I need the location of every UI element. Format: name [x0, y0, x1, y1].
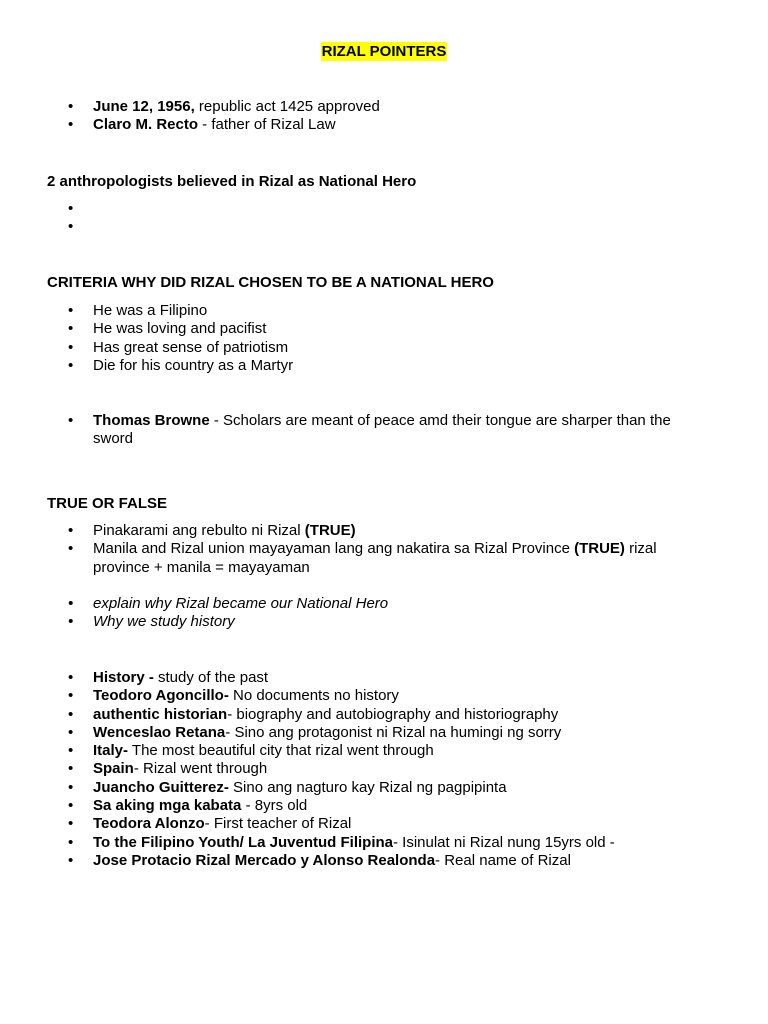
- list-item: • Pinakarami ang rebulto ni Rizal (TRUE): [0, 522, 700, 540]
- list-item: • Sa aking mga kabata - 8yrs old: [0, 797, 700, 815]
- list-item: • History - study of the past: [0, 669, 700, 687]
- criteria-heading: CRITERIA WHY DID RIZAL CHOSEN TO BE A NATIONAL HERO: [47, 274, 494, 291]
- list-item: • Teodoro Agoncillo- No documents no history: [0, 687, 700, 705]
- list-item: • To the Filipino Youth/ La Juventud Filipina- Isinulat ni Rizal nung 15yrs old -: [0, 834, 700, 852]
- intro-list: [0, 98, 700, 135]
- terms-list: [0, 669, 700, 870]
- criteria-list: [0, 302, 700, 375]
- anthropologists-list: [0, 200, 700, 237]
- list-item: • Teodora Alonzo- First teacher of Rizal: [0, 815, 700, 833]
- list-item: • explain why Rizal became our National Hero: [0, 595, 700, 613]
- true-false-heading: TRUE OR FALSE: [47, 495, 168, 512]
- list-item: • June 12, 1956, republic act 1425 approved: [0, 98, 700, 116]
- list-item-empty: [0, 200, 700, 218]
- list-item: • Jose Protacio Rizal Mercado y Alonso Realonda- Real name of Rizal: [0, 852, 700, 870]
- list-item: • Italy- The most beautiful city that rizal went through: [0, 742, 700, 760]
- list-item: • Juancho Guitterez- Sino ang nagturo kay Rizal ng pagpipinta: [0, 779, 700, 797]
- questions-list: [0, 595, 700, 632]
- list-item: • Why we study history: [0, 613, 700, 631]
- quote-list: [0, 412, 700, 449]
- document-title: [0, 43, 768, 61]
- list-item: • Manila and Rizal union mayayaman lang ang nakatira sa Rizal Province (TRUE) rizal province + manila = mayayaman: [0, 540, 700, 577]
- list-item: • Die for his country as a Martyr: [0, 357, 700, 375]
- list-item: • Has great sense of patriotism: [0, 339, 700, 357]
- list-item: • Spain- Rizal went through: [0, 760, 700, 778]
- list-item: • Claro M. Recto - father of Rizal Law: [0, 116, 700, 134]
- list-item: • He was a Filipino: [0, 302, 700, 320]
- list-item: • Thomas Browne - Scholars are meant of peace amd their tongue are sharper than the sword: [0, 412, 700, 449]
- list-item: • authentic historian- biography and autobiography and historiography: [0, 706, 700, 724]
- true-false-list: [0, 522, 700, 577]
- list-item: • Wenceslao Retana- Sino ang protagonist ni Rizal na humingi ng sorry: [0, 724, 700, 742]
- title-highlight: RIZAL POINTERS: [321, 43, 447, 60]
- list-item-empty: [0, 218, 700, 236]
- anthropologists-heading: 2 anthropologists believed in Rizal as National Hero: [47, 173, 417, 190]
- list-item: • He was loving and pacifist: [0, 320, 700, 338]
